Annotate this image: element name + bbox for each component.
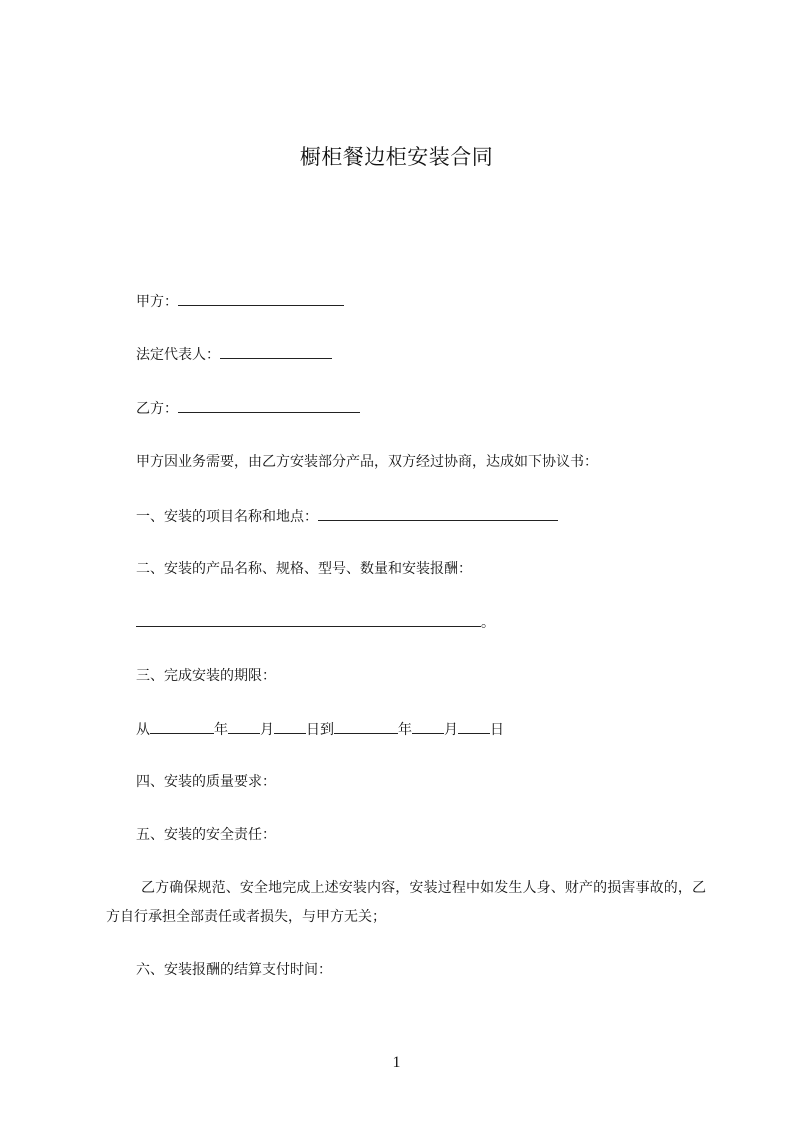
end-year-blank[interactable] (334, 719, 398, 734)
document-title: 橱柜餐边柜安装合同 (299, 145, 494, 169)
period-day-to: 日到 (306, 722, 334, 738)
party-b-line (136, 398, 360, 419)
section-1-blank[interactable] (318, 506, 558, 521)
section-4-heading: 四、安装的质量要求： (136, 774, 276, 790)
party-a-blank[interactable] (178, 291, 344, 306)
end-month-blank[interactable] (412, 719, 444, 734)
start-month-blank[interactable] (228, 719, 260, 734)
section-2-end-mark: 。 (481, 615, 495, 631)
period-year-2: 年 (398, 722, 412, 738)
section-3-heading: 三、完成安装的期限： (136, 668, 276, 684)
intro-line: 甲方因业务需要，由乙方安装部分产品，双方经过协商，达成如下协议书： (136, 454, 598, 470)
section-1-label: 一、安装的项目名称和地点： (136, 509, 318, 525)
section-2-fill-line (136, 612, 495, 633)
section-2-heading: 二、安装的产品名称、规格、型号、数量和安装报酬： (136, 561, 472, 577)
end-day-blank[interactable] (458, 719, 490, 734)
legal-rep-blank[interactable] (220, 344, 332, 359)
party-b-blank[interactable] (178, 398, 360, 413)
period-year: 年 (214, 722, 228, 738)
section-6-heading: 六、安装报酬的结算支付时间： (136, 962, 332, 978)
section-1-line (136, 506, 558, 527)
period-month-2: 月 (444, 722, 458, 738)
safety-paragraph: 乙方确保规范、安全地完成上述安装内容，安装过程中如发生人身、财产的损害事故的，乙方自行承担全部责任或者损失，与甲方无关； (106, 880, 706, 925)
section-2-blank[interactable] (136, 612, 481, 627)
section-5-heading: 五、安装的安全责任： (136, 827, 276, 843)
period-day-2: 日 (490, 722, 504, 738)
legal-rep-line (136, 344, 332, 365)
period-line (136, 719, 504, 740)
start-year-blank[interactable] (150, 719, 214, 734)
page-number: 1 (392, 1054, 401, 1071)
period-month: 月 (260, 722, 274, 738)
legal-rep-label: 法定代表人： (136, 347, 220, 363)
period-from: 从 (136, 722, 150, 738)
party-a-label: 甲方： (136, 294, 178, 310)
party-a-line (136, 291, 344, 312)
start-day-blank[interactable] (274, 719, 306, 734)
party-b-label: 乙方： (136, 401, 178, 417)
